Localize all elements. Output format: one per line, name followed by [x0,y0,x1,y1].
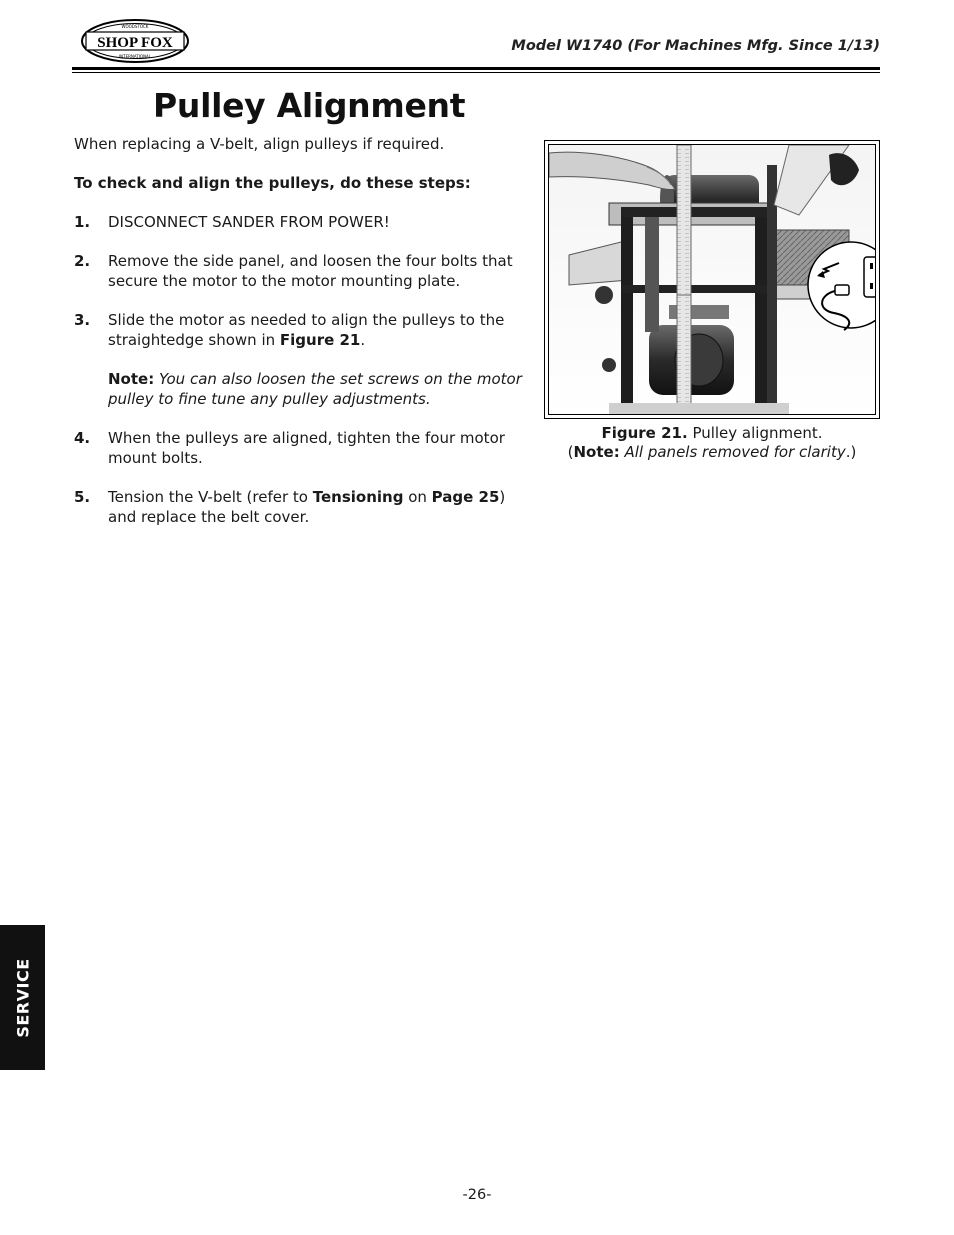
caption-line-2: (Note: All panels removed for clarity.) [567,443,857,461]
intro-text: When replacing a V-belt, align pulleys if required. [74,135,445,153]
note-label: Note: [108,370,155,388]
figure-caption [544,424,880,462]
caption-note-label: Note: [573,443,620,461]
caption-text: Pulley alignment. [692,424,823,442]
step-text: Slide the motor as needed to align the pulleys to the straightedge shown in Figure 21. Note: You can also loosen the set screws on the motor pulley to fine tune any pulley adjustments. [108,310,529,409]
section-side-tab [0,925,45,1070]
model-header: Model W1740 (For Machines Mfg. Since 1/13) [511,38,880,54]
steps-heading: To check and align the pulleys, do these steps: [74,174,471,192]
step-1 [74,212,529,232]
step-2 [74,251,529,291]
side-tab-label: SERVICE [13,957,32,1038]
shop-fox-logo [80,18,190,64]
page-reference: Page 25 [431,488,500,506]
step-number: 1. [74,213,91,231]
step-note [108,369,529,409]
step-text: Tension the V-belt (refer to Tensioning on Page 25) and replace the belt cover. [108,488,506,526]
svg-text:SHOP FOX: SHOP FOX [97,35,173,51]
figure-21 [544,140,880,419]
page-number: -26- [462,1187,492,1203]
step-5 [74,487,529,527]
step-number: 3. [74,311,91,329]
instructions-column [74,134,529,546]
step-text: DISCONNECT SANDER FROM POWER! [108,213,390,231]
svg-text:INTERNATIONAL: INTERNATIONAL [118,54,152,59]
svg-text:WOODSTOCK: WOODSTOCK [121,24,149,29]
note-text: You can also loosen the set screws on the motor pulley to fine tune any pulley adjustments. [108,370,522,408]
step-3 [74,310,529,409]
figure-reference: Figure 21 [279,331,361,349]
step-4 [74,428,529,468]
step-number: 2. [74,252,91,270]
caption-line-1 [544,424,880,443]
section-reference: Tensioning [312,488,404,506]
header-rule-thin [72,72,880,73]
step-number: 4. [74,429,91,447]
caption-note-text: All panels removed for clarity [624,443,846,461]
header-rule [72,67,880,70]
figure-label: Figure 21. [601,424,688,442]
step-text: When the pulleys are aligned, tighten the four motor mount bolts. [108,429,505,467]
pulley-alignment-photo [549,145,876,415]
step-number: 5. [74,488,91,506]
page-title: Pulley Alignment [153,86,466,125]
step-text: Remove the side panel, and loosen the four bolts that secure the motor to the motor mounting plate. [108,252,513,290]
